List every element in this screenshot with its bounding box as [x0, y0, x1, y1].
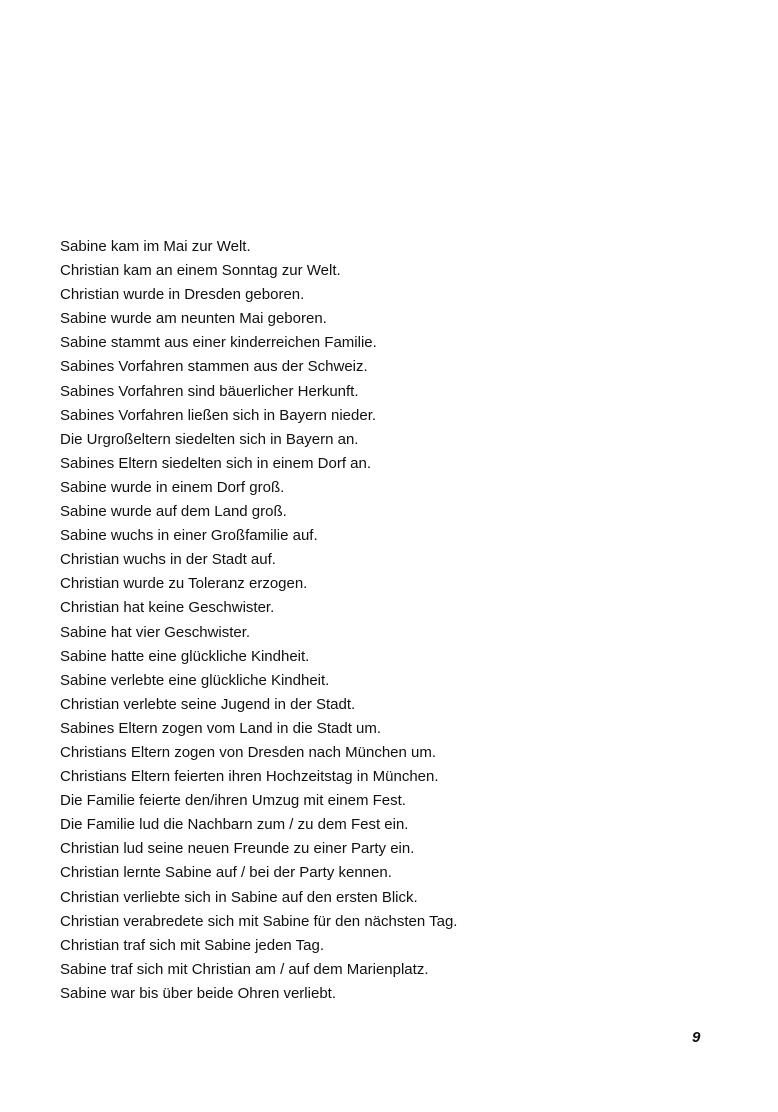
sentence-line: Christian verabredete sich mit Sabine für den nächsten Tag. [60, 912, 458, 930]
sentence-line: Christian kam an einem Sonntag zur Welt. [60, 262, 341, 280]
sentence-line: Sabines Vorfahren ließen sich in Bayern nieder. [60, 406, 377, 424]
sentence-line: Sabine kam im Mai zur Welt. [60, 238, 251, 255]
sentence-line: Sabine war bis über beide Ohren verliebt. [60, 984, 336, 1002]
sentence-line: Christians Eltern feierten ihren Hochzeitstag in München. [60, 768, 439, 786]
sentence-line: Sabines Eltern siedelten sich in einem Dorf an. [60, 454, 372, 472]
sentence-line: Christian wuchs in der Stadt auf. [60, 551, 276, 569]
sentence-line: Sabine hat vier Geschwister. [60, 623, 251, 641]
sentence-line: Sabine wurde am neunten Mai geboren. [60, 310, 327, 328]
sentence-line: Christian hat keine Geschwister. [60, 599, 275, 617]
sentence-line: Christian lud seine neuen Freunde zu einer Party ein. [60, 840, 415, 858]
sentence-line: Sabine traf sich mit Christian am / auf dem Marienplatz. [60, 960, 429, 978]
sentence-line: Christian wurde zu Toleranz erzogen. [60, 575, 308, 593]
sentence-line: Sabine wurde in einem Dorf groß. [60, 478, 285, 496]
sentence-list [60, 235, 720, 1006]
sentence-line: Sabine stammt aus einer kinderreichen Familie. [60, 334, 377, 352]
sentence-line: Die Familie feierte den/ihren Umzug mit einem Fest. [60, 792, 406, 810]
sentence-line: Sabines Vorfahren stammen aus der Schweiz. [60, 358, 368, 376]
sentence-line: Sabines Vorfahren sind bäuerlicher Herkunft. [60, 382, 359, 400]
sentence-line: Christian verliebte sich in Sabine auf den ersten Blick. [60, 888, 418, 906]
sentence-line: Christian verlebte seine Jugend in der Stadt. [60, 695, 356, 713]
sentence-line: Christian lernte Sabine auf / bei der Party kennen. [60, 864, 392, 882]
page-number: 9 [692, 1029, 701, 1046]
sentence-line: Sabine verlebte eine glückliche Kindheit. [60, 671, 330, 689]
sentence-line: Sabine wuchs in einer Großfamilie auf. [60, 527, 318, 545]
sentence-line: Die Familie lud die Nachbarn zum / zu dem Fest ein. [60, 816, 409, 834]
sentence-line: Sabine wurde auf dem Land groß. [60, 503, 287, 521]
sentence-line: Christians Eltern zogen von Dresden nach München um. [60, 743, 437, 761]
sentence-line: Sabine hatte eine glückliche Kindheit. [60, 647, 310, 665]
sentence-line: Sabines Eltern zogen vom Land in die Stadt um. [60, 719, 382, 737]
sentence-line: Christian traf sich mit Sabine jeden Tag. [60, 936, 325, 954]
sentence-line: Christian wurde in Dresden geboren. [60, 286, 305, 304]
sentence-line: Die Urgroßeltern siedelten sich in Bayern an. [60, 430, 359, 448]
